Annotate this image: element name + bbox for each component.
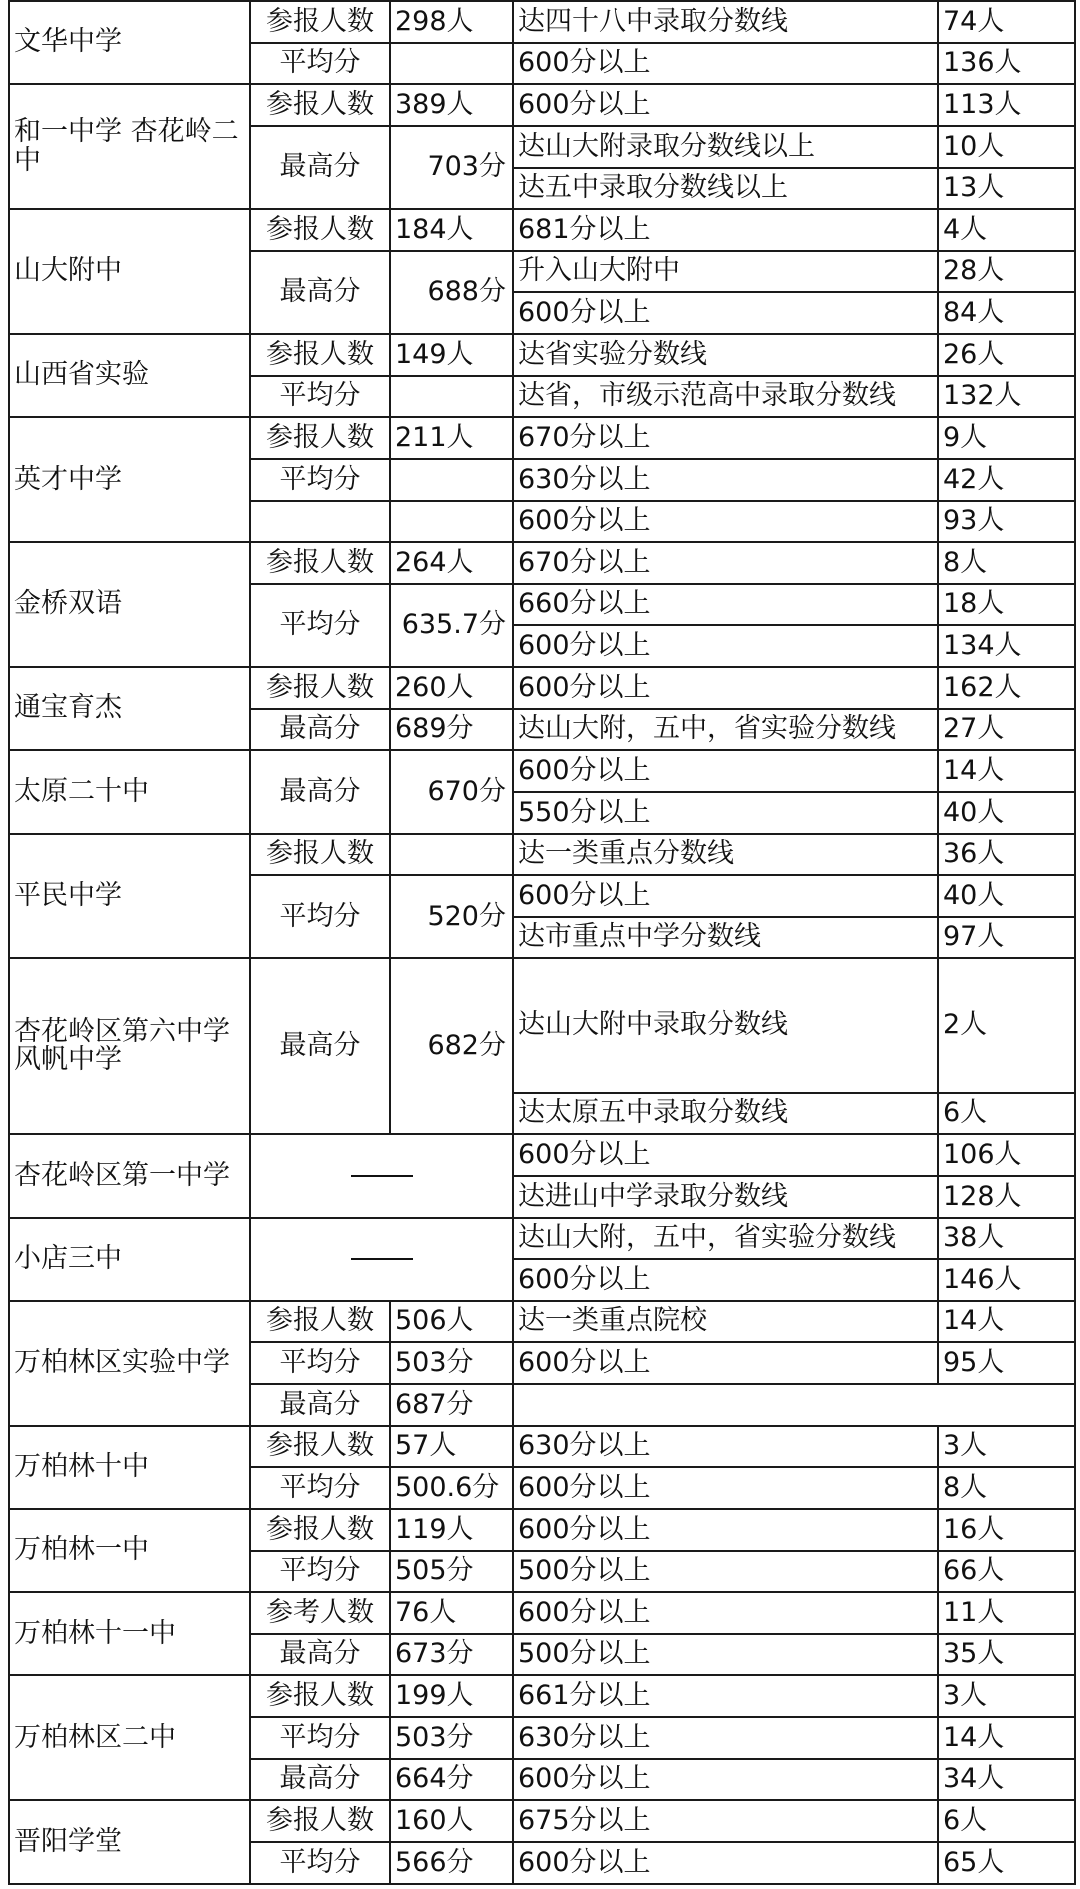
metric-value: 119人: [390, 1509, 513, 1551]
condition: 600分以上: [513, 667, 938, 709]
condition: 550分以上: [513, 792, 938, 834]
metric-value: 298人: [390, 1, 513, 43]
condition: 达一类重点分数线: [513, 834, 938, 876]
metric-value: [390, 834, 513, 876]
metric-value: 635.7分: [390, 584, 513, 667]
condition: 500分以上: [513, 1551, 938, 1593]
table-row: [9, 542, 1075, 584]
condition: 630分以上: [513, 1717, 938, 1759]
metric-value: 149人: [390, 334, 513, 376]
table-row: [9, 1509, 1075, 1551]
condition: 升入山大附中: [513, 251, 938, 293]
metric-label: 参报人数: [250, 542, 390, 584]
metric-value: 260人: [390, 667, 513, 709]
condition: 600分以上: [513, 625, 938, 667]
metric-value: 673分: [390, 1634, 513, 1676]
metric-value: 389人: [390, 84, 513, 126]
metric-label: 参报人数: [250, 1301, 390, 1343]
metric-value: 689分: [390, 709, 513, 751]
student-count: 35人: [938, 1634, 1075, 1676]
condition: 达进山中学录取分数线: [513, 1176, 938, 1218]
student-count: 74人: [938, 1, 1075, 43]
metric-label: 最高分: [250, 1759, 390, 1801]
condition: 达四十八中录取分数线: [513, 1, 938, 43]
school-name: 金桥双语: [9, 542, 250, 667]
condition: 600分以上: [513, 1759, 938, 1801]
metric-value: [390, 376, 513, 418]
condition: 600分以上: [513, 84, 938, 126]
metric-value: 211人: [390, 417, 513, 459]
condition: 达太原五中录取分数线: [513, 1093, 938, 1135]
student-count: 3人: [938, 1426, 1075, 1468]
metric-label: 平均分: [250, 43, 390, 85]
metric-label: 参报人数: [250, 667, 390, 709]
metric-label: 平均分: [250, 459, 390, 501]
condition: 661分以上: [513, 1675, 938, 1717]
metric-label: 最高分: [250, 251, 390, 334]
metric-label: 参报人数: [250, 1, 390, 43]
student-count: 128人: [938, 1176, 1075, 1218]
dash-mark: [351, 1258, 413, 1260]
student-count: 26人: [938, 334, 1075, 376]
metric-value: 520分: [390, 875, 513, 958]
metric-label: 参报人数: [250, 334, 390, 376]
school-name: 小店三中: [9, 1218, 250, 1301]
student-count: 36人: [938, 834, 1075, 876]
table-row: [9, 1, 1075, 43]
table-row: [9, 1800, 1075, 1842]
school-name: 山大附中: [9, 209, 250, 334]
metric-label: 最高分: [250, 1634, 390, 1676]
condition: 达山大附，五中，省实验分数线: [513, 709, 938, 751]
metric-value: [390, 459, 513, 501]
metric-value: 566分: [390, 1842, 513, 1884]
school-name: 万柏林一中: [9, 1509, 250, 1592]
metric-label: 参报人数: [250, 417, 390, 459]
student-count: 14人: [938, 1301, 1075, 1343]
condition: 670分以上: [513, 417, 938, 459]
condition: 600分以上: [513, 1134, 938, 1176]
student-count: 18人: [938, 584, 1075, 626]
student-count: 14人: [938, 1717, 1075, 1759]
metric-value: 687分: [390, 1384, 513, 1426]
student-count: 66人: [938, 1551, 1075, 1593]
table-row: [9, 1134, 1075, 1176]
table-row: [9, 958, 1075, 1092]
school-name: 杏花岭区第六中学 风帆中学: [9, 958, 250, 1134]
school-name: 和一中学 杏花岭二中: [9, 84, 250, 209]
table-row: [9, 667, 1075, 709]
condition: 600分以上: [513, 43, 938, 85]
condition: 600分以上: [513, 1259, 938, 1301]
student-count: 97人: [938, 917, 1075, 959]
no-data-dash: [250, 1134, 513, 1217]
school-name: 晋阳学堂: [9, 1800, 250, 1884]
student-count: 8人: [938, 542, 1075, 584]
metric-value: [390, 43, 513, 85]
school-name: 文华中学: [9, 1, 250, 84]
metric-label: 最高分: [250, 958, 390, 1134]
metric-label: 平均分: [250, 1842, 390, 1884]
school-name: 平民中学: [9, 834, 250, 959]
condition: 达市重点中学分数线: [513, 917, 938, 959]
no-data-dash: [250, 1218, 513, 1301]
metric-value: 76人: [390, 1592, 513, 1634]
condition: 630分以上: [513, 459, 938, 501]
metric-value: 505分: [390, 1551, 513, 1593]
student-count: 65人: [938, 1842, 1075, 1884]
school-name: 万柏林区实验中学: [9, 1301, 250, 1426]
student-count: 34人: [938, 1759, 1075, 1801]
metric-value: 264人: [390, 542, 513, 584]
metric-label: 平均分: [250, 376, 390, 418]
student-count: 132人: [938, 376, 1075, 418]
metric-value: 503分: [390, 1717, 513, 1759]
school-name: 万柏林十中: [9, 1426, 250, 1509]
condition: 达省实验分数线: [513, 334, 938, 376]
student-count: 13人: [938, 168, 1075, 210]
student-count: 40人: [938, 792, 1075, 834]
school-name: 万柏林区二中: [9, 1675, 250, 1800]
condition: 600分以上: [513, 1342, 938, 1384]
metric-label: 最高分: [250, 709, 390, 751]
student-count: 16人: [938, 1509, 1075, 1551]
score-table: [8, 0, 1076, 1885]
school-name: 通宝育杰: [9, 667, 250, 750]
metric-label: 参报人数: [250, 834, 390, 876]
metric-label: 最高分: [250, 126, 390, 209]
student-count: 28人: [938, 251, 1075, 293]
student-count: 106人: [938, 1134, 1075, 1176]
student-count: 10人: [938, 126, 1075, 168]
metric-label: 平均分: [250, 875, 390, 958]
student-count: 136人: [938, 43, 1075, 85]
student-count: 27人: [938, 709, 1075, 751]
metric-label: 最高分: [250, 1384, 390, 1426]
metric-value: 682分: [390, 958, 513, 1134]
metric-label: [250, 501, 390, 543]
student-count: 146人: [938, 1259, 1075, 1301]
table-row: [9, 1218, 1075, 1260]
metric-label: 平均分: [250, 1342, 390, 1384]
metric-value: 160人: [390, 1800, 513, 1842]
table-row: [9, 1301, 1075, 1343]
dash-mark: [351, 1175, 413, 1177]
student-count: 3人: [938, 1675, 1075, 1717]
school-name: 太原二十中: [9, 750, 250, 833]
metric-value: 503分: [390, 1342, 513, 1384]
metric-value: 199人: [390, 1675, 513, 1717]
student-count: 95人: [938, 1342, 1075, 1384]
student-count: 42人: [938, 459, 1075, 501]
student-count: 11人: [938, 1592, 1075, 1634]
student-count: 38人: [938, 1218, 1075, 1260]
condition: 达一类重点院校: [513, 1301, 938, 1343]
school-name: 杏花岭区第一中学: [9, 1134, 250, 1217]
condition: 600分以上: [513, 750, 938, 792]
condition: 600分以上: [513, 875, 938, 917]
empty-detail: [513, 1384, 1075, 1426]
school-name: 山西省实验: [9, 334, 250, 417]
condition: 达山大附，五中，省实验分数线: [513, 1218, 938, 1260]
condition: 500分以上: [513, 1634, 938, 1676]
metric-label: 参报人数: [250, 1800, 390, 1842]
metric-label: 平均分: [250, 584, 390, 667]
metric-value: [390, 501, 513, 543]
metric-value: 184人: [390, 209, 513, 251]
student-count: 113人: [938, 84, 1075, 126]
condition: 600分以上: [513, 1509, 938, 1551]
metric-value: 57人: [390, 1426, 513, 1468]
metric-label: 参报人数: [250, 84, 390, 126]
condition: 630分以上: [513, 1426, 938, 1468]
metric-label: 参考人数: [250, 1592, 390, 1634]
table-row: [9, 1675, 1075, 1717]
condition: 达山大附中录取分数线: [513, 958, 938, 1092]
condition: 600分以上: [513, 292, 938, 334]
table-row: [9, 334, 1075, 376]
metric-label: 平均分: [250, 1467, 390, 1509]
metric-label: 参报人数: [250, 209, 390, 251]
metric-value: 703分: [390, 126, 513, 209]
metric-value: 506人: [390, 1301, 513, 1343]
metric-label: 平均分: [250, 1551, 390, 1593]
metric-label: 最高分: [250, 750, 390, 833]
student-count: 162人: [938, 667, 1075, 709]
table-row: [9, 1426, 1075, 1468]
metric-value: 670分: [390, 750, 513, 833]
student-count: 6人: [938, 1800, 1075, 1842]
school-name: 万柏林十一中: [9, 1592, 250, 1675]
table-row: [9, 209, 1075, 251]
metric-label: 参报人数: [250, 1426, 390, 1468]
table-row: [9, 84, 1075, 126]
school-name: 英才中学: [9, 417, 250, 542]
condition: 600分以上: [513, 501, 938, 543]
condition: 675分以上: [513, 1800, 938, 1842]
condition: 670分以上: [513, 542, 938, 584]
metric-value: 664分: [390, 1759, 513, 1801]
student-count: 2人: [938, 958, 1075, 1092]
condition: 600分以上: [513, 1467, 938, 1509]
condition: 681分以上: [513, 209, 938, 251]
student-count: 40人: [938, 875, 1075, 917]
table-row: [9, 834, 1075, 876]
student-count: 84人: [938, 292, 1075, 334]
table-row: [9, 417, 1075, 459]
condition: 达五中录取分数线以上: [513, 168, 938, 210]
student-count: 8人: [938, 1467, 1075, 1509]
metric-value: 688分: [390, 251, 513, 334]
metric-value: 500.6分: [390, 1467, 513, 1509]
student-count: 6人: [938, 1093, 1075, 1135]
metric-label: 参报人数: [250, 1509, 390, 1551]
table-row: [9, 1592, 1075, 1634]
student-count: 4人: [938, 209, 1075, 251]
student-count: 134人: [938, 625, 1075, 667]
table-row: [9, 750, 1075, 792]
condition: 达省，市级示范高中录取分数线: [513, 376, 938, 418]
condition: 600分以上: [513, 1592, 938, 1634]
condition: 达山大附录取分数线以上: [513, 126, 938, 168]
student-count: 93人: [938, 501, 1075, 543]
metric-label: 参报人数: [250, 1675, 390, 1717]
condition: 660分以上: [513, 584, 938, 626]
metric-label: 平均分: [250, 1717, 390, 1759]
condition: 600分以上: [513, 1842, 938, 1884]
student-count: 14人: [938, 750, 1075, 792]
student-count: 9人: [938, 417, 1075, 459]
